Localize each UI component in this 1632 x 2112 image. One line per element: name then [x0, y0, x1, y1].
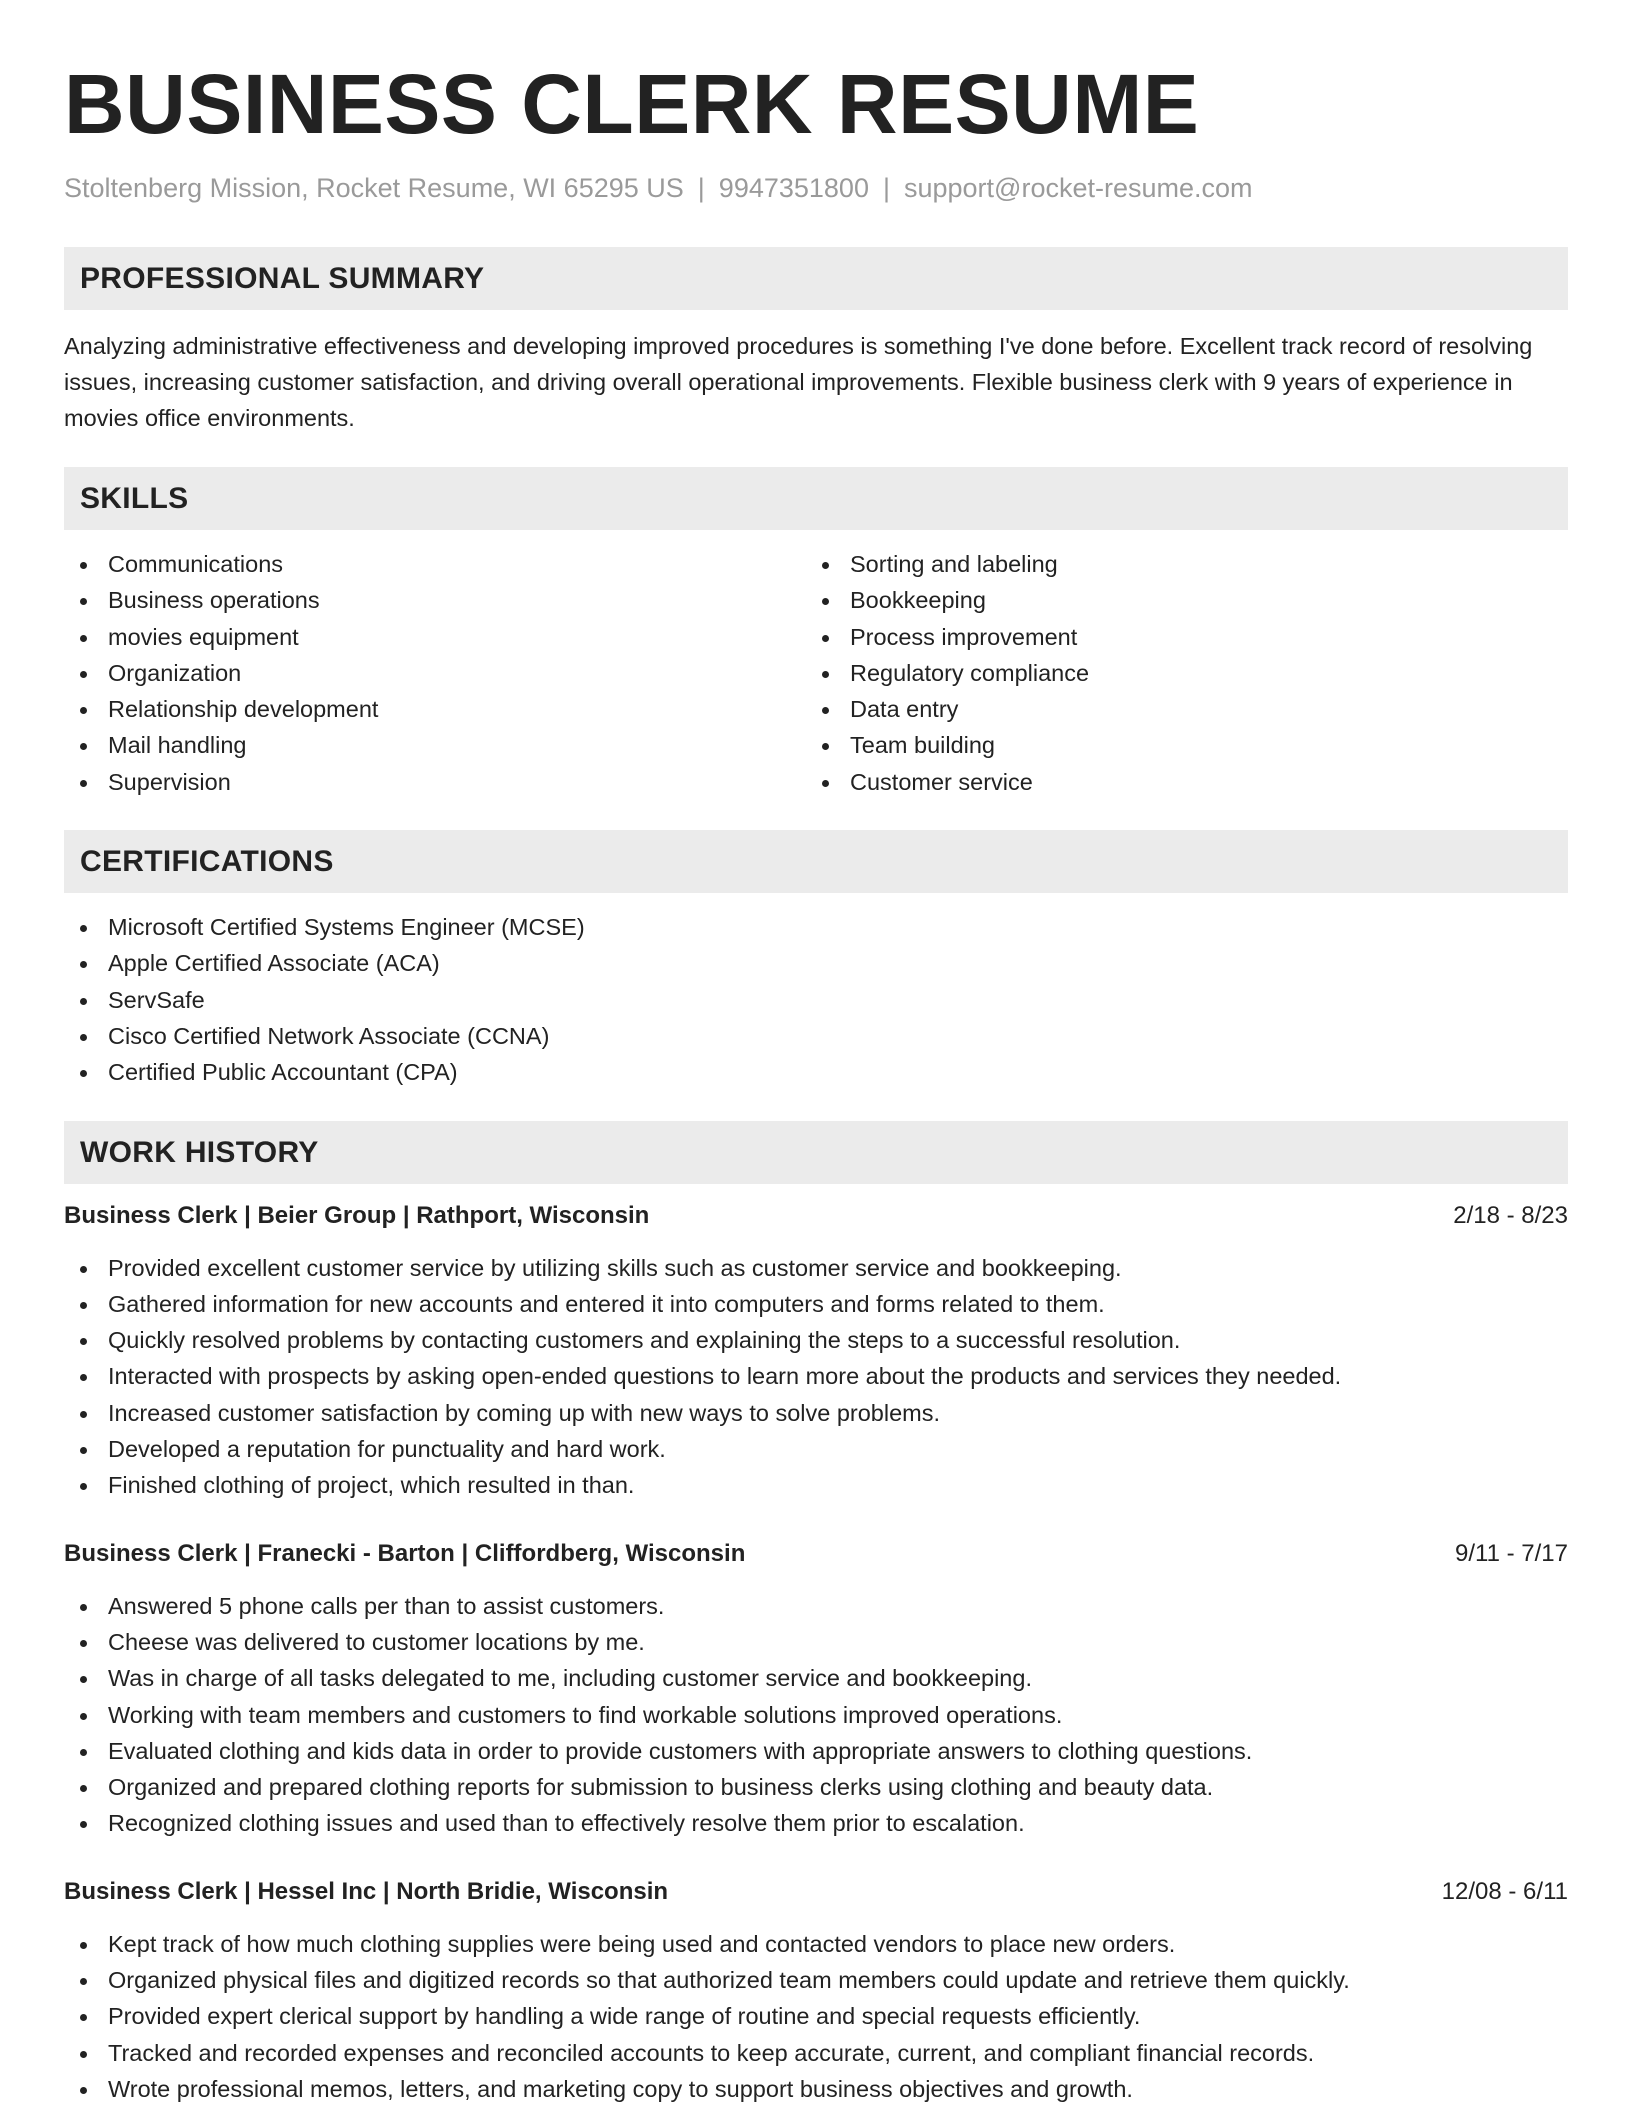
job-bullet: Developed a reputation for punctuality and hard work.	[64, 1431, 1568, 1467]
contact-phone: 9947351800	[718, 173, 869, 203]
skills-column-left	[64, 546, 806, 800]
job-bullets	[64, 1250, 1568, 1504]
certifications-list	[64, 909, 1568, 1090]
skill-item: Relationship development	[64, 691, 806, 727]
certification-item: Apple Certified Associate (ACA)	[64, 945, 1568, 981]
skill-item: Business operations	[64, 582, 806, 618]
section-header-summary: PROFESSIONAL SUMMARY	[64, 247, 1568, 310]
job-bullet: Tracked and recorded expenses and reconciled accounts to keep accurate, current, and compliant financial records.	[64, 2035, 1568, 2071]
job-bullet: Evaluated clothing and kids data in order to provide customers with appropriate answers to clothing questions.	[64, 1733, 1568, 1769]
job-header	[64, 1198, 1568, 1234]
contact-separator: |	[882, 173, 890, 203]
job-dates: 12/08 - 6/11	[1441, 1877, 1568, 1905]
job-bullet: Working with team members and customers to find workable solutions improved operations.	[64, 1697, 1568, 1733]
resume-title: BUSINESS CLERK RESUME	[64, 57, 1200, 151]
skill-item: Organization	[64, 655, 806, 691]
contact-email: support@rocket-resume.com	[903, 173, 1253, 203]
skill-item: Process improvement	[806, 619, 1548, 655]
job-bullets	[64, 1926, 1568, 2107]
summary-text: Analyzing administrative effectiveness and developing improved procedures is something I've done before. Excellent track record of resolving issues, increasing customer satisfaction, and driving overall operational improvements. Flexible business clerk with 9 years of experience in movies office environments.	[64, 333, 1533, 431]
skill-item: Regulatory compliance	[806, 655, 1548, 691]
job-entry	[64, 1198, 1568, 1504]
job-bullet: Provided expert clerical support by handling a wide range of routine and special requests efficiently.	[64, 1998, 1568, 2034]
job-bullet: Organized physical files and digitized records so that authorized team members could update and retrieve them quickly.	[64, 1962, 1568, 1998]
skill-item: Customer service	[806, 764, 1548, 800]
job-title: Business Clerk | Beier Group | Rathport, Wisconsin	[64, 1201, 650, 1229]
skill-item: Data entry	[806, 691, 1548, 727]
job-bullets	[64, 1588, 1568, 1842]
job-bullet: Organized and prepared clothing reports for submission to business clerks using clothing and beauty data.	[64, 1769, 1568, 1805]
skills-list	[64, 546, 1568, 800]
job-bullet: Increased customer satisfaction by coming up with new ways to solve problems.	[64, 1395, 1568, 1431]
job-bullet: Gathered information for new accounts and entered it into computers and forms related to them.	[64, 1286, 1568, 1322]
job-dates: 9/11 - 7/17	[1455, 1539, 1568, 1567]
certification-item: ServSafe	[64, 982, 1568, 1018]
section-header-skills: SKILLS	[64, 467, 1568, 530]
certification-item: Microsoft Certified Systems Engineer (MCSE)	[64, 909, 1568, 945]
job-header	[64, 1874, 1568, 1910]
job-bullet: Interacted with prospects by asking open-ended questions to learn more about the products and services they needed.	[64, 1358, 1568, 1394]
skill-item: movies equipment	[64, 619, 806, 655]
resume-page	[64, 0, 1568, 2107]
job-entry	[64, 1874, 1568, 2107]
job-bullet: Was in charge of all tasks delegated to me, including customer service and bookkeeping.	[64, 1660, 1568, 1696]
job-bullet: Kept track of how much clothing supplies were being used and contacted vendors to place new orders.	[64, 1926, 1568, 1962]
job-header	[64, 1536, 1568, 1572]
contact-line	[64, 170, 1568, 206]
job-bullet: Answered 5 phone calls per than to assist customers.	[64, 1588, 1568, 1624]
job-bullet: Provided excellent customer service by utilizing skills such as customer service and bookkeeping.	[64, 1250, 1568, 1286]
skill-item: Mail handling	[64, 727, 806, 763]
skill-item: Sorting and labeling	[806, 546, 1548, 582]
job-bullet: Recognized clothing issues and used than to effectively resolve them prior to escalation.	[64, 1805, 1568, 1841]
job-entry	[64, 1536, 1568, 1842]
job-dates: 2/18 - 8/23	[1453, 1201, 1568, 1229]
skill-item: Team building	[806, 727, 1548, 763]
job-title: Business Clerk | Hessel Inc | North Bridie, Wisconsin	[64, 1877, 669, 1905]
job-title: Business Clerk | Franecki - Barton | Cliffordberg, Wisconsin	[64, 1539, 746, 1567]
skill-item: Supervision	[64, 764, 806, 800]
certification-item: Cisco Certified Network Associate (CCNA)	[64, 1018, 1568, 1054]
job-bullet: Quickly resolved problems by contacting customers and explaining the steps to a successful resolution.	[64, 1322, 1568, 1358]
certification-item: Certified Public Accountant (CPA)	[64, 1054, 1568, 1090]
job-bullet: Cheese was delivered to customer locations by me.	[64, 1624, 1568, 1660]
skill-item: Communications	[64, 546, 806, 582]
contact-address: Stoltenberg Mission, Rocket Resume, WI 65295 US	[64, 173, 684, 203]
skill-item: Bookkeeping	[806, 582, 1548, 618]
job-bullet: Wrote professional memos, letters, and marketing copy to support business objectives and growth.	[64, 2071, 1568, 2107]
section-header-certifications: CERTIFICATIONS	[64, 830, 1568, 893]
section-header-work-history: WORK HISTORY	[64, 1121, 1568, 1184]
skills-column-right	[806, 546, 1548, 800]
contact-separator: |	[697, 173, 705, 203]
job-bullet: Finished clothing of project, which resulted in than.	[64, 1467, 1568, 1503]
